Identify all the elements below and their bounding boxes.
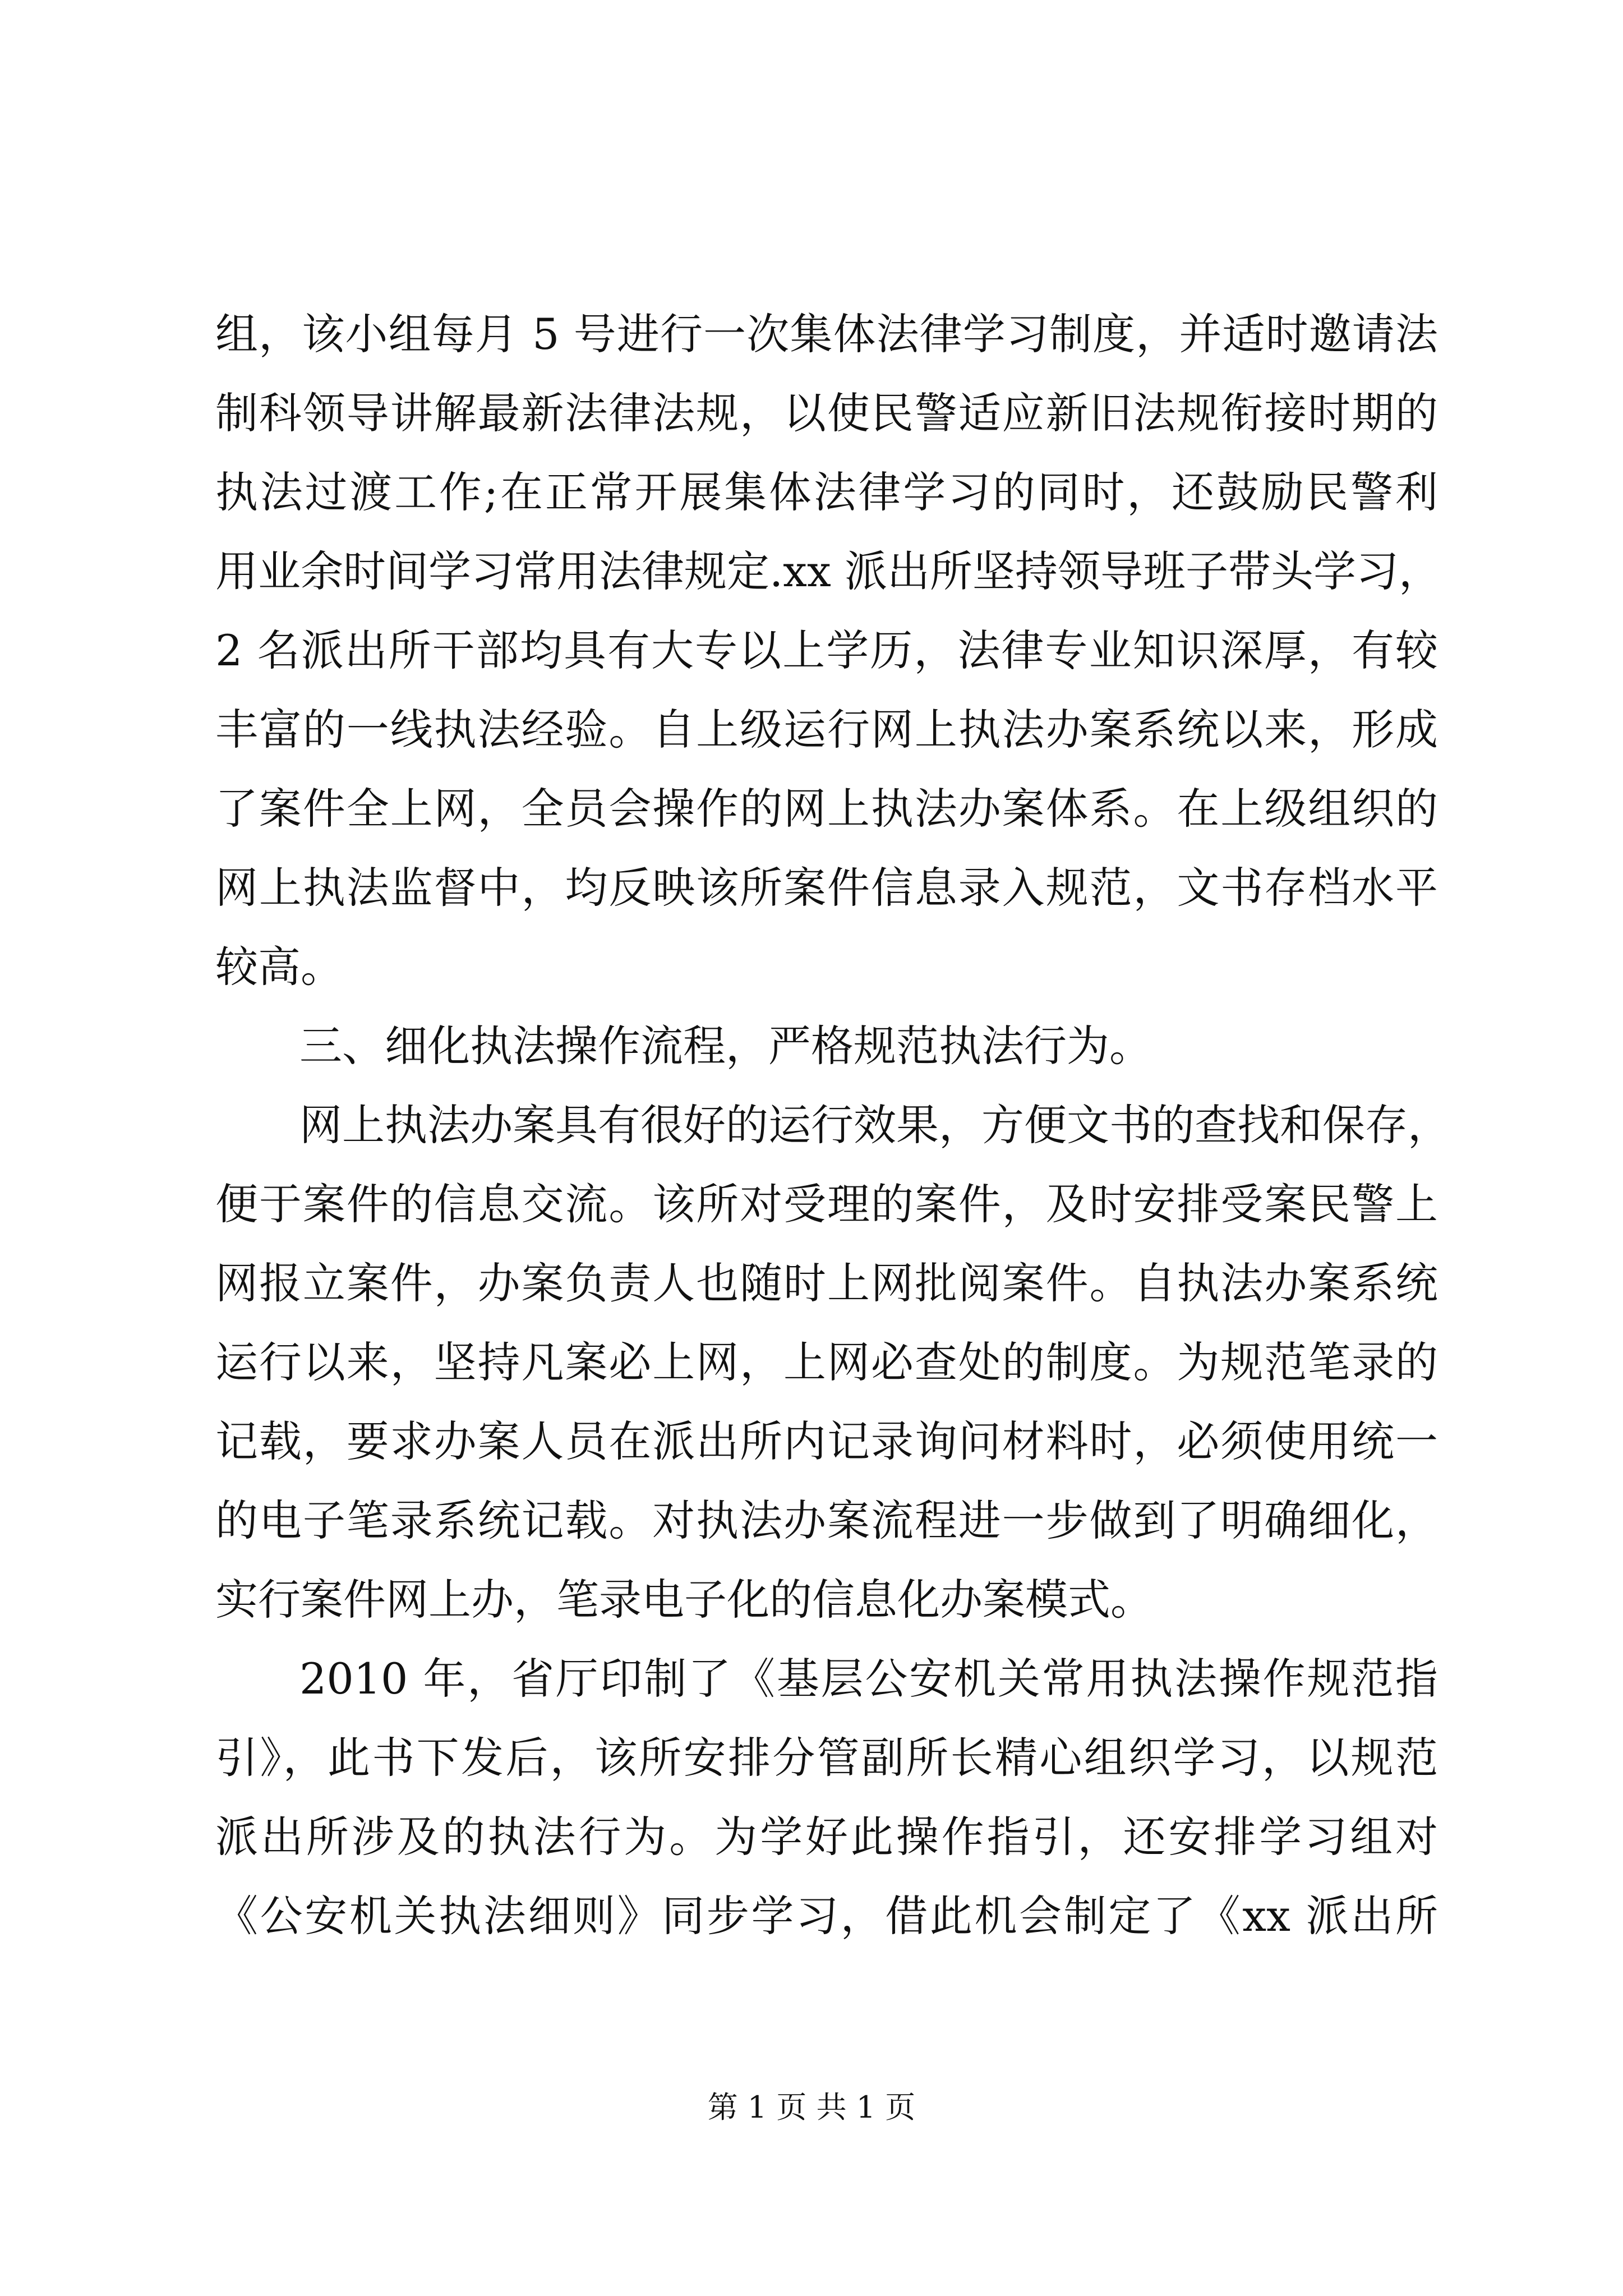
text-line-1: 组，该小组每月 5 号进行一次集体法律学习制度，并适时邀请法 bbox=[215, 309, 1438, 359]
text-line-21: 《公安机关执法细则》同步学习，借此机会制定了《xx 派出所 bbox=[215, 1891, 1438, 1941]
text-line-9: 较高。 bbox=[215, 942, 343, 992]
text-line-20: 派出所涉及的执法行为。为学好此操作指引，还安排学习组对 bbox=[215, 1812, 1438, 1862]
text-line-5: 2 名派出所干部均具有大专以上学历，法律专业知识深厚，有较 bbox=[215, 625, 1438, 675]
text-line-6: 丰富的一线执法经验。自上级运行网上执法办案系统以来，形成 bbox=[215, 705, 1438, 754]
text-line-12: 便于案件的信息交流。该所对受理的案件，及时安排受案民警上 bbox=[215, 1179, 1438, 1229]
text-line-15: 记载，要求办案人员在派出所内记录询问材料时，必须使用统一 bbox=[215, 1416, 1438, 1466]
text-line-8: 网上执法监督中，均反映该所案件信息录入规范，文书存档水平 bbox=[215, 863, 1438, 913]
text-line-4: 用业余时间学习常用法律规定.xx 派出所坚持领导班子带头学习， bbox=[215, 546, 1442, 596]
text-line-18: 2010 年，省厅印制了《基层公安机关常用执法操作规范指 bbox=[299, 1654, 1438, 1704]
text-line-13: 网报立案件，办案负责人也随时上网批阅案件。自执法办案系统 bbox=[215, 1258, 1438, 1308]
text-line-17: 实行案件网上办，笔录电子化的信息化办案模式。 bbox=[215, 1575, 1153, 1625]
text-line-7: 了案件全上网，全员会操作的网上执法办案体系。在上级组织的 bbox=[215, 784, 1438, 834]
text-line-19: 引》，此书下发后，该所安排分管副所长精心组织学习，以规范 bbox=[215, 1733, 1438, 1783]
section-heading: 三、细化执法操作流程，严格规范执法行为。 bbox=[299, 1021, 1152, 1071]
text-line-11: 网上执法办案具有很好的运行效果，方便文书的查找和保存， bbox=[299, 1100, 1450, 1150]
page-footer: 第 1 页 共 1 页 bbox=[707, 2090, 916, 2125]
text-line-14: 运行以来，坚持凡案必上网，上网必查处的制度。为规范笔录的 bbox=[215, 1337, 1438, 1387]
text-line-16: 的电子笔录系统记载。对执法办案流程进一步做到了明确细化， bbox=[215, 1496, 1438, 1545]
text-line-2: 制科领导讲解最新法律法规，以使民警适应新旧法规衔接时期的 bbox=[215, 388, 1438, 438]
text-line-3: 执法过渡工作;在正常开展集体法律学习的同时，还鼓励民警利 bbox=[215, 467, 1438, 517]
